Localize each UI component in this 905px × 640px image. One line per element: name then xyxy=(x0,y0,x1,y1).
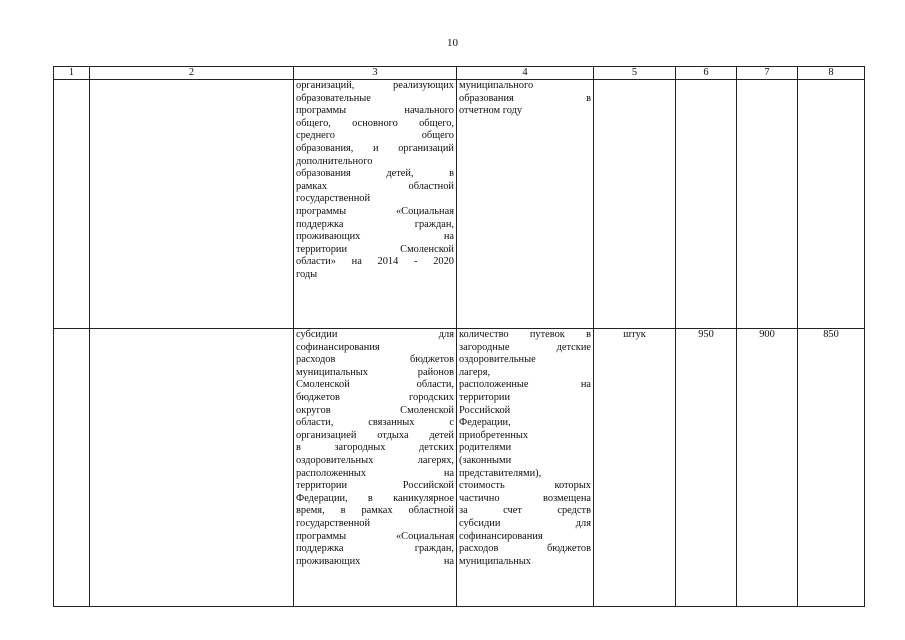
text-line: количество путевок в xyxy=(459,329,591,340)
cell-lines xyxy=(296,329,454,568)
header-cell: 5 xyxy=(594,67,676,80)
text-line: расположенные на xyxy=(459,379,591,391)
text-line: среднего общего xyxy=(296,130,454,142)
unit-cell: штук xyxy=(594,329,676,607)
header-cell: 3 xyxy=(294,67,457,80)
text-line: Федерации, xyxy=(459,417,511,429)
text-line: оздоровительных лагерях, xyxy=(296,454,454,466)
text-line: поддержка граждан, xyxy=(296,543,454,555)
indicator-measure-cell xyxy=(457,80,594,329)
text-line: муниципальных xyxy=(459,555,531,567)
text-line: время, в рамках областной xyxy=(296,505,454,517)
indicator-table xyxy=(53,66,865,607)
table-cell xyxy=(54,329,90,607)
text-line: области» на 2014 - 2020 xyxy=(296,256,454,268)
text-line: территории xyxy=(459,391,511,403)
text-line: (законными xyxy=(459,454,512,466)
text-line: софинансирования xyxy=(459,530,543,542)
text-line: образования, и организаций xyxy=(296,142,454,154)
table-cell xyxy=(90,329,294,607)
text-line: годы xyxy=(296,268,318,280)
text-line: Смоленской области, xyxy=(296,379,454,391)
text-line: дополнительного xyxy=(296,155,373,167)
text-line: общего, основного общего, xyxy=(296,117,454,129)
text-line: расходов бюджетов xyxy=(459,543,591,555)
cell-lines xyxy=(459,80,591,118)
table-cell xyxy=(54,80,90,329)
text-line: представителями), xyxy=(459,467,542,479)
table-row xyxy=(54,80,865,329)
text-line: лагеря, xyxy=(459,366,491,378)
text-line: частично возмещена xyxy=(459,492,591,504)
header-cell: 8 xyxy=(798,67,865,80)
header-cell: 1 xyxy=(54,67,90,80)
text-line: приобретенных xyxy=(459,429,529,441)
text-line: программы начального xyxy=(296,105,454,117)
value-cell xyxy=(737,80,798,329)
header-row xyxy=(54,67,865,80)
indicator-name-cell xyxy=(294,329,457,607)
page-number: 10 xyxy=(447,37,458,49)
text-line: за счет средств xyxy=(459,505,591,517)
text-line: софинансирования xyxy=(296,341,380,353)
indicator-measure-cell xyxy=(457,329,594,607)
text-line: отчетном году xyxy=(459,105,523,117)
value-cell xyxy=(676,80,737,329)
text-line: государственной xyxy=(296,517,371,529)
text-line: рамках областной xyxy=(296,180,454,192)
text-line: Федерации, в каникулярное xyxy=(296,492,454,504)
header-cell: 6 xyxy=(676,67,737,80)
text-line: округов Смоленской xyxy=(296,404,454,416)
text-line: оздоровительные xyxy=(459,354,536,366)
text-line: родителями xyxy=(459,442,512,454)
indicator-name-cell xyxy=(294,80,457,329)
text-line: Российской xyxy=(459,404,511,416)
value-cell xyxy=(798,80,865,329)
text-line: проживающих на xyxy=(296,231,454,243)
text-line: загородные детские xyxy=(459,341,591,353)
value-cell: 900 xyxy=(737,329,798,607)
text-line: программы «Социальная xyxy=(296,530,454,542)
header-cell: 4 xyxy=(457,67,594,80)
value-cell: 850 xyxy=(798,329,865,607)
text-line: государственной xyxy=(296,193,371,205)
text-line: стоимость которых xyxy=(459,480,591,492)
table-row xyxy=(54,329,865,607)
text-line: субсидии для xyxy=(296,329,454,340)
text-line: организаций, реализующих xyxy=(296,80,454,91)
value-cell: 950 xyxy=(676,329,737,607)
text-line: области, связанных с xyxy=(296,417,454,429)
text-line: проживающих на xyxy=(296,555,454,567)
header-cell: 2 xyxy=(90,67,294,80)
text-line: муниципальных районов xyxy=(296,366,454,378)
text-line: территории Российской xyxy=(296,480,454,492)
unit-cell xyxy=(594,80,676,329)
cell-lines xyxy=(459,329,591,568)
text-line: территории Смоленской xyxy=(296,243,454,255)
text-line: бюджетов городских xyxy=(296,391,454,403)
text-line: расходов бюджетов xyxy=(296,354,454,366)
header-cell: 7 xyxy=(737,67,798,80)
text-line: образования детей, в xyxy=(296,168,454,180)
text-line: поддержка граждан, xyxy=(296,218,454,230)
text-line: программы «Социальная xyxy=(296,205,454,217)
text-line: субсидии для xyxy=(459,517,591,529)
text-line: муниципального xyxy=(459,80,534,91)
text-line: расположенных на xyxy=(296,467,454,479)
text-line: организацией отдыха детей xyxy=(296,429,454,441)
cell-lines xyxy=(296,80,454,282)
text-line: образовательные xyxy=(296,92,371,104)
table-cell xyxy=(90,80,294,329)
text-line: образования в xyxy=(459,92,591,104)
text-line: в загородных детских xyxy=(296,442,454,454)
